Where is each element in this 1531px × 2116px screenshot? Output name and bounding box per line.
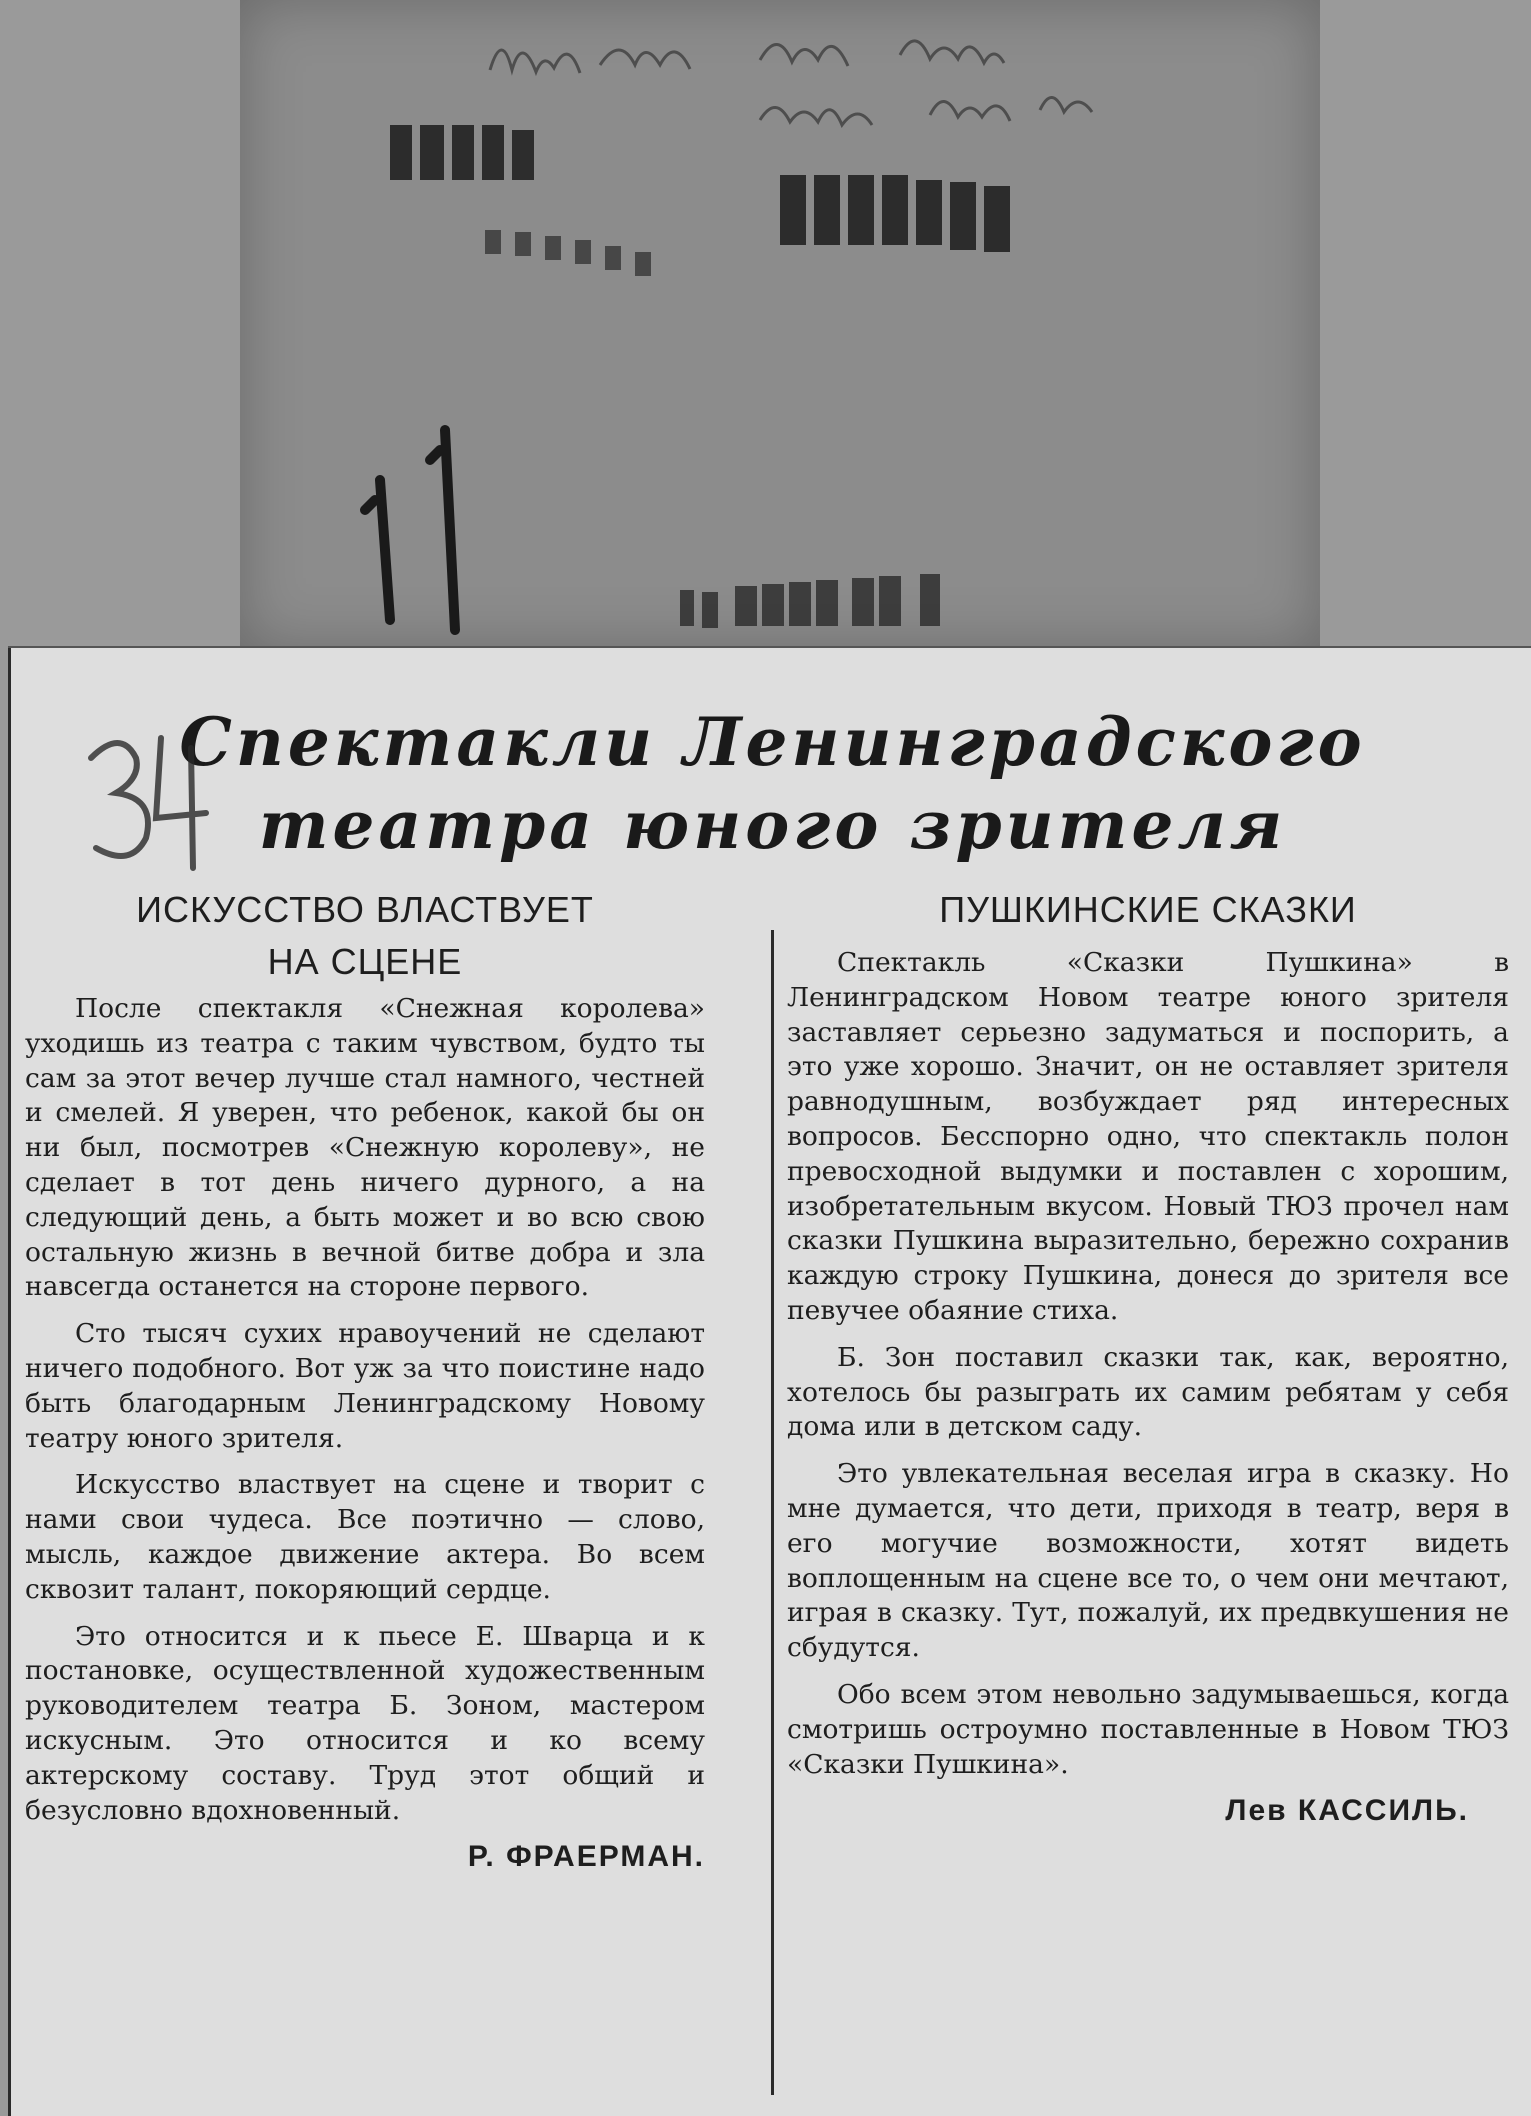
- right-article-signature: Лев КАССИЛЬ.: [1225, 1794, 1469, 1828]
- archive-stamp-sheet: [240, 0, 1320, 650]
- right-article-paragraph: Б. Зон поставил сказки так, как, вероятно, хотелось бы разыграть их самим ребятам у себя дома или в детском саду.: [787, 1341, 1509, 1443]
- left-article-paragraph: Искусство властвует на сцене и творит с нами свои чудеса. Все поэтично — слово, мысль, каждое движение актера. Во всем сквозит талант, покоряющий сердце.: [25, 1469, 705, 1605]
- city-stamp: [485, 230, 651, 276]
- right-article-paragraph: Обо всем этом невольно задумываешься, когда смотришь остроумно поставленные в Новом ТЮЗ «Сказки Пушкина».: [787, 1678, 1509, 1780]
- right-article-paragraph: Спектакль «Сказки Пушкина» в Ленинградском Новом театре юного зрителя заставляет серьезно задуматься и поспорить, а это уже хорошо. Значит, он не оставляет зрителя равнодушным, возбуждает ряд интересных вопросов. Бесспорно одно, что спектакль полон превосходной выдумки и поставлен с хорошим, изобретательным вкусом. Новый ТЮЗ прочел нам сказки Пушкина выразительно, бережно сохранив каждую строку Пушкина, донеся до зрителя все певучее обаяние стиха.: [787, 947, 1509, 1326]
- handwritten-note-top: [490, 41, 1092, 125]
- handwritten-page-number: [365, 430, 455, 630]
- masthead-stamp: [390, 125, 1010, 252]
- left-article-signature: Р. ФРАЕРМАН.: [467, 1840, 705, 1874]
- left-article-paragraph: Это относится и к пьесе Е. Шварца и к постановке, осуществленной художественным руководителем театра Б. Зоном, мастером искусным. Это относится и ко всему актерскому составу. Труд этот общий и безусловно вдохновенный.: [25, 1620, 705, 1826]
- left-article-paragraph: Сто тысяч сухих нравоучений не сделают ничего подобного. Вот уж за что поистине надо быть благодарным Ленинградскому Новому театру юного зрителя.: [25, 1318, 705, 1454]
- handwritten-side-number: [81, 728, 221, 878]
- left-article: [25, 888, 705, 1875]
- newspaper-clipping: [8, 648, 1531, 2116]
- right-article: [787, 888, 1509, 1829]
- date-stamp: [680, 574, 940, 628]
- left-article-paragraph: После спектакля «Снежная королева» уходишь из театра с таким чувством, будто ты сам за этот вечер лучше стал намного, честней и смелей. Я уверен, что ребенок, какой бы он ни был, посмотрев «Снежную королеву», не сделает в тот день ничего дурного, а на следующий день, а быть может и во всю свою остальную жизнь в вечной битве добра и зла навсегда останется на стороне первого.: [25, 993, 705, 1303]
- headline-line-1: Спектакли Ленинградского: [179, 703, 1366, 781]
- stamp-and-handwriting-image: [240, 0, 1320, 650]
- column-divider: [771, 930, 774, 2095]
- right-article-title: ПУШКИНСКИЕ СКАЗКИ: [939, 889, 1357, 930]
- right-article-paragraph: Это увлекательная веселая игра в сказку. Но мне думается, что дети, приходя в театр, веря в его могучие возможности, хотят видеть воплощенным на сцене все то, о чем они мечтают, играя в сказку. Тут, пожалуй, их предвкушения не сбудутся.: [787, 1458, 1509, 1664]
- headline-line-2: театра юного зрителя: [258, 786, 1287, 864]
- left-article-title-line-1: ИСКУССТВО ВЛАСТВУЕТ: [136, 889, 594, 930]
- left-article-title-line-2: НА СЦЕНЕ: [267, 941, 463, 982]
